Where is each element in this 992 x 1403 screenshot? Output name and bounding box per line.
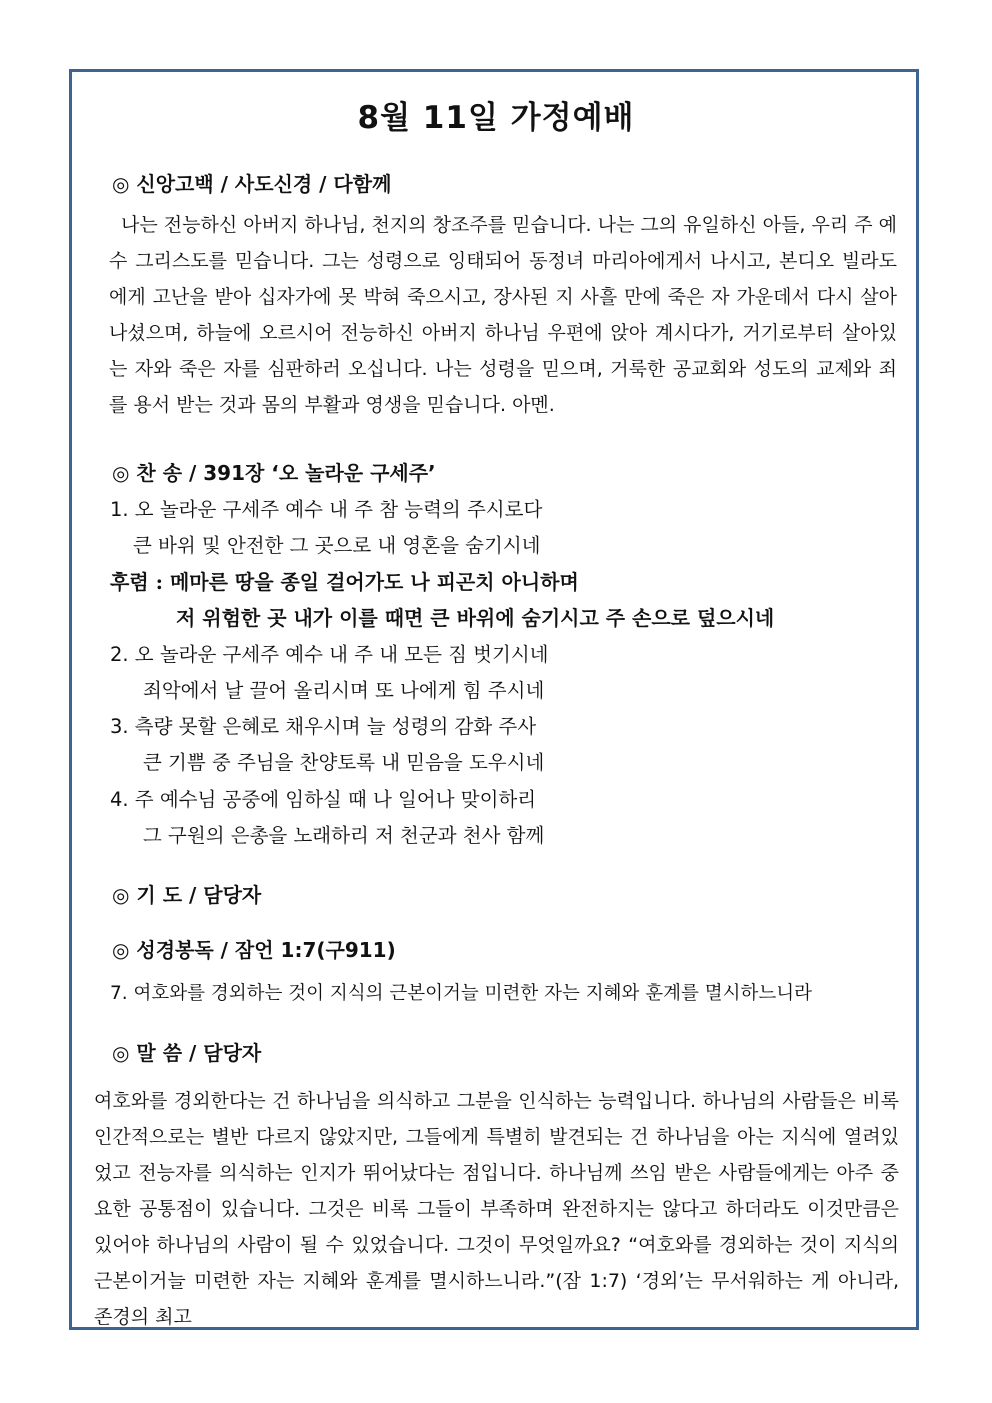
hymn-line-7: 3. 측량 못할 은혜로 채우시며 늘 성령의 감화 주사 [110,715,537,738]
hymn-line-1: 1. 오 놀라운 구세주 예수 내 주 참 능력의 주시로다 [110,498,543,521]
hymn-line-8: 큰 기쁨 중 주님을 찬양토록 내 믿음을 도우시네 [143,751,545,774]
reading-text: 7. 여호와를 경외하는 것이 지식의 근본이거늘 미련한 자는 지혜와 훈계를 멸시하느니라 [110,983,812,1004]
hymn-line-9: 4. 주 예수님 공중에 임하실 때 나 일어나 맞이하리 [110,788,537,811]
hymn-line-10: 그 구원의 은총을 노래하리 저 천군과 천사 함께 [143,824,545,847]
hymn-line-5: 2. 오 놀라운 구세주 예수 내 주 내 모든 짐 벗기시네 [110,643,549,666]
reading-heading: ◎ 성경봉독 / 잠언 1:7(구911) [112,938,396,962]
hymn-chorus-2: 저 위험한 곳 내가 이를 때면 큰 바위에 숨기시고 주 손으로 덮으시네 [176,606,775,630]
sermon-heading: ◎ 말 씀 / 담당자 [112,1041,262,1065]
hymn-line-2: 큰 바위 및 안전한 그 곳으로 내 영혼을 숨기시네 [133,534,541,557]
creed-heading: ◎ 신앙고백 / 사도신경 / 다함께 [112,172,392,196]
sermon-text: 여호와를 경외한다는 건 하나님을 의식하고 그분을 인식하는 능력입니다. 하나님의 사람들은 비록 인간적으로는 별반 다르지 않았지만, 그들에게 특별히 발견되는 건 하나님을 아는 지식에 열려있었고 전능자를 의식하는 인지가 뛰어났다는 점입니다. 하나님께 쓰임 받은 사람들에게는 아주 중요한 공통점이 있습니다. 그것은 비록 그들이 부족하며 완전하지는 않다고 하더라도 이것만큼은 있어야 하나님의 사람이 될 수 있었습니다. 그것이 무엇일까요? “여호와를 경외하는 것이 지식의 근본이거늘 미련한 자는 지혜와 훈계를 멸시하느니라.”(잠 1:7) ‘경외’는 무서워하는 게 아니라, 존경의 최고 [94,1090,899,1328]
prayer-heading: ◎ 기 도 / 담당자 [112,883,262,907]
creed-text: 나는 전능하신 아버지 하나님, 천지의 창조주를 믿습니다. 나는 그의 유일하신 아들, 우리 주 예수 그리스도를 믿습니다. 그는 성령으로 잉태되어 동정녀 마리아에게서 나시고, 본디오 빌라도에게 고난을 받아 십자가에 못 박혀 죽으시고, 장사된 지 사흘 만에 죽은 자 가운데서 다시 살아나셨으며, 하늘에 오르시어 전능하신 아버지 하나님 우편에 앉아 계시다가, 거기로부터 살아있는 자와 죽은 자를 심판하러 오십니다. 나는 성령을 믿으며, 거룩한 공교회와 성도의 교제와 죄를 용서 받는 것과 몸의 부활과 영생을 믿습니다. 아멘. [109,214,897,416]
hymn-heading: ◎ 찬 송 / 391장 ‘오 놀라운 구세주’ [112,461,436,485]
page-title: 8월 11일 가정예배 [357,100,635,136]
hymn-line-6: 죄악에서 날 끌어 올리시며 또 나에게 힘 주시네 [143,679,545,702]
hymn-chorus-1: 후렴 : 메마른 땅을 종일 걸어가도 나 피곤치 아니하며 [110,570,579,594]
